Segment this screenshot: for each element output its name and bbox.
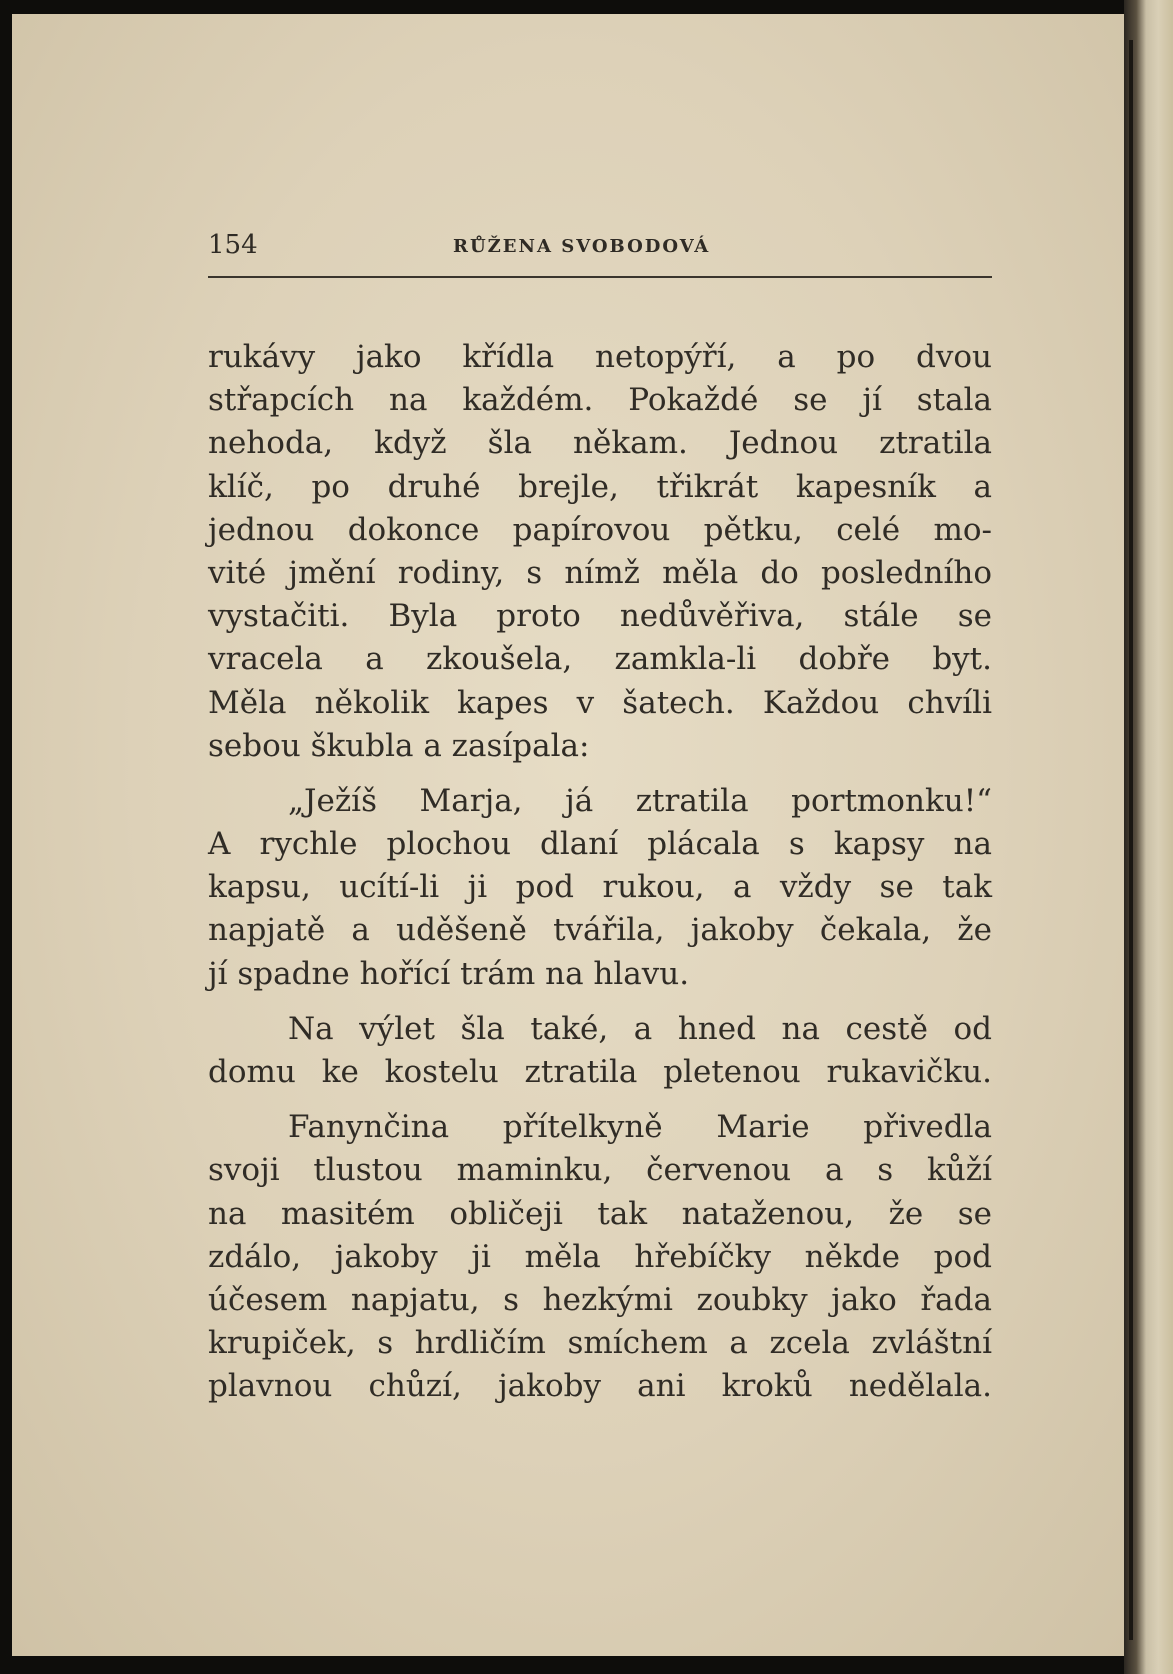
- text-line: svoji tlustou maminku, červenou a s kůží: [208, 1152, 992, 1189]
- page-header: [208, 230, 992, 264]
- paragraph-4: [208, 1106, 992, 1408]
- paragraph-gap: [208, 1094, 992, 1106]
- paragraph-gap: [208, 768, 992, 780]
- text-line: střapcích na každém. Pokaždé se jí stala: [208, 382, 992, 419]
- text-line: Fanynčina přítelkyně Marie přivedla: [288, 1109, 992, 1146]
- text-line: nehoda, když šla někam. Jednou ztratila: [208, 425, 992, 462]
- text-line: jednou dokonce papírovou pětku, celé mo-: [208, 511, 992, 548]
- body-text: [208, 336, 992, 1409]
- text-line: vracela a zkoušela, zamkla-li dobře byt.: [208, 641, 992, 678]
- text-line: krupiček, s hrdličím smíchem a zcela zvláštní: [208, 1325, 992, 1362]
- text-line: kapsu, ucítí-li ji pod rukou, a vždy se tak: [208, 869, 992, 906]
- text-line: A rychle plochou dlaní plácala s kapsy na: [208, 826, 992, 863]
- text-line: napjatě a uděšeně tvářila, jakoby čekala, že: [208, 912, 992, 949]
- header-rule: [208, 276, 992, 278]
- text-line: „Ježíš Marja, já ztratila portmonku!“: [288, 782, 992, 819]
- text-line: Měla několik kapes v šatech. Každou chvíli: [208, 684, 992, 721]
- text-line: účesem napjatu, s hezkými zoubky jako řada: [208, 1281, 992, 1318]
- text-line: rukávy jako křídla netopýří, a po dvou: [208, 339, 992, 375]
- running-head: RŮŽENA SVOBODOVÁ: [453, 236, 711, 257]
- text-line: jí spadne hořící trám na hlavu.: [208, 955, 690, 992]
- text-line: Na výlet šla také, a hned na cestě od: [288, 1010, 992, 1047]
- spine-edge: [1129, 40, 1133, 1640]
- paragraph-1: [208, 336, 992, 768]
- paragraph-2: [208, 780, 992, 996]
- text-line: na masitém obličeji tak nataženou, že se: [208, 1195, 992, 1232]
- text-line: plavnou chůzí, jakoby ani kroků nedělala.: [208, 1368, 992, 1405]
- paragraph-3: [208, 1008, 992, 1094]
- text-line: vité jmění rodiny, s nímž měla do posledního: [208, 554, 992, 591]
- text-line: klíč, po druhé brejle, třikrát kapesník a: [208, 468, 992, 505]
- text-line: vystačiti. Byla proto nedůvěřiva, stále se: [208, 598, 992, 635]
- text-line: zdálo, jakoby ji měla hřebíčky někde pod: [208, 1238, 992, 1275]
- text-line: domu ke kostelu ztratila pletenou rukavičku.: [208, 1054, 992, 1090]
- paragraph-gap: [208, 996, 992, 1008]
- text-line: sebou škubla a zasípala:: [208, 727, 590, 764]
- page-number: 154: [208, 230, 258, 260]
